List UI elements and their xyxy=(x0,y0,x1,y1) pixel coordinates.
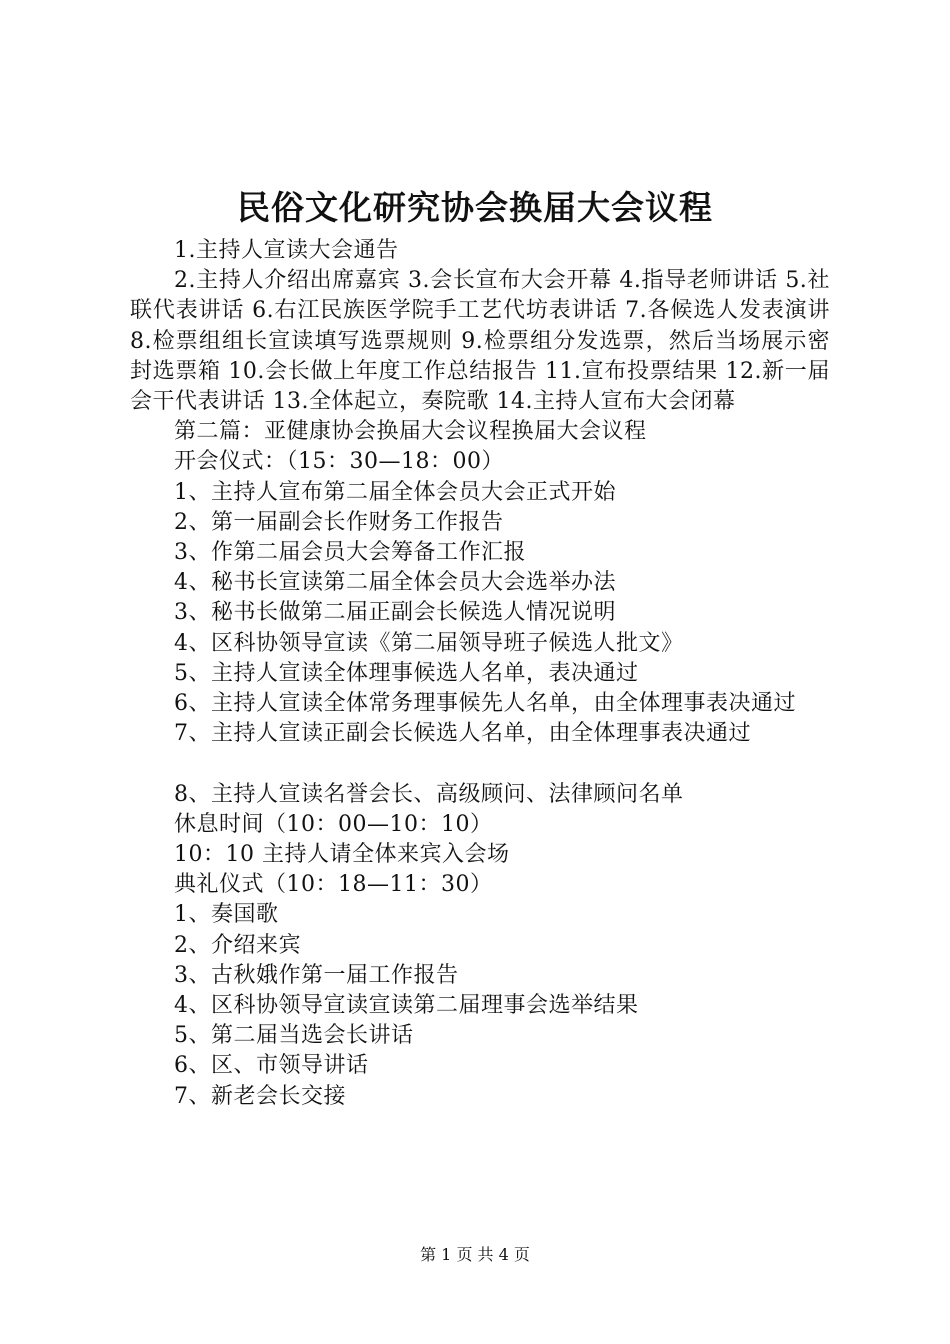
paragraph: 1.主持人宣读大会通告 xyxy=(174,238,399,263)
paragraph: 7、主持人宣读正副会长候选人名单，由全体理事表决通过 xyxy=(174,721,751,747)
paragraph: 4、秘书长宣读第二届全体会员大会选举办法 xyxy=(174,570,616,596)
paragraph: 3、作第二届会员大会筹备工作汇报 xyxy=(174,540,526,566)
paragraph: 休息时间（10：00—10：10） xyxy=(174,811,493,837)
paragraph: 5、第二届当选会长讲话 xyxy=(174,1023,414,1049)
paragraph: 4、区科协领导宣读宣读第二届理事会选举结果 xyxy=(174,993,639,1019)
paragraph: 4、区科协领导宣读《第二届领导班子候选人批文》 xyxy=(174,630,684,656)
document-title: 民俗文化研究协会换届大会议程 xyxy=(237,188,713,227)
paragraph: 典礼仪式（10：18—11：30） xyxy=(174,872,493,898)
paragraph: 8、主持人宣读名誉会长、高级顾问、法律顾问名单 xyxy=(174,781,684,807)
paragraph: 1、奏国歌 xyxy=(174,902,279,928)
blank-line xyxy=(130,749,830,779)
paragraph: 2.主持人介绍出席嘉宾 3.会长宣布大会开幕 4.指导老师讲话 5.社联代表讲话 6.右江民族医学院手工艺代坊表讲话 7.各候选人发表演讲 8.检票组组长宣读填写选票规则 9.检票组分发选票，然后当场展示密封选票箱 10.会长做上年度工作总结报告 11.宣布投票结果 12.新一届会干代表讲话 13.全体起立，奏院歌 14.主持人宣布大会闭幕 xyxy=(130,268,830,415)
paragraph: 5、主持人宣读全体理事候选人名单，表决通过 xyxy=(174,660,639,686)
paragraph: 开会仪式：（15：30—18：00） xyxy=(174,449,504,475)
paragraph: 7、新老会长交接 xyxy=(174,1083,346,1109)
paragraph: 2、第一届副会长作财务工作报告 xyxy=(174,509,504,535)
paragraph: 3、古秋娥作第一届工作报告 xyxy=(174,962,459,988)
paragraph: 2、介绍来宾 xyxy=(174,932,301,958)
paragraph: 6、主持人宣读全体常务理事候先人名单，由全体理事表决通过 xyxy=(174,691,796,717)
paragraph: 6、区、市领导讲话 xyxy=(174,1053,369,1079)
paragraph: 第二篇：亚健康协会换届大会议程换届大会议程 xyxy=(174,419,647,445)
paragraph: 10：10 主持人请全体来宾入会场 xyxy=(174,842,510,868)
document-body xyxy=(130,236,830,1112)
paragraph: 1、主持人宣布第二届全体会员大会正式开始 xyxy=(174,479,616,505)
page-number-footer: 第 1 页 共 4 页 xyxy=(420,1245,530,1264)
paragraph: 3、秘书长做第二届正副会长候选人情况说明 xyxy=(174,600,616,626)
